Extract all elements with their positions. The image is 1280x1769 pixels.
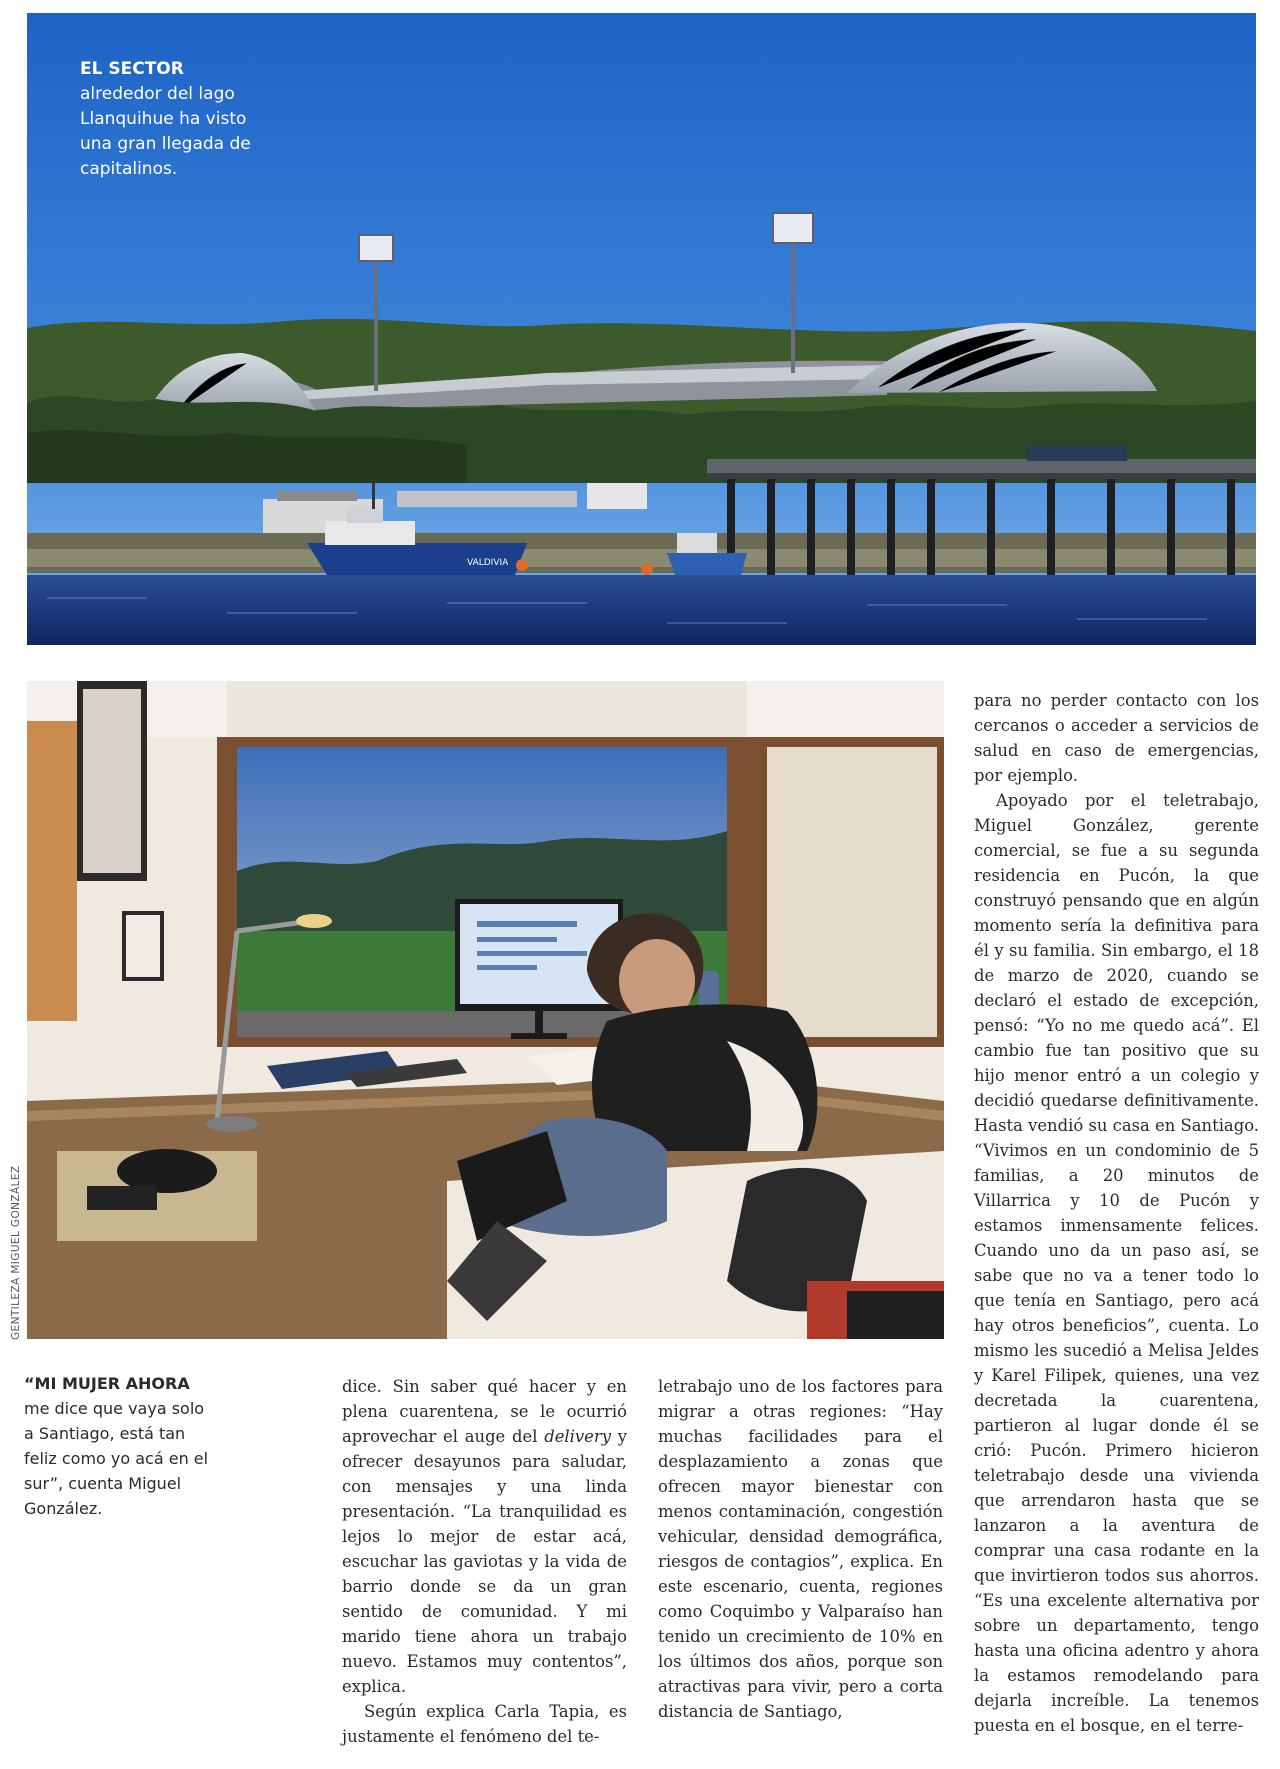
paragraph-text: dice. Sin saber qué hacer y en plena cuarentena, se le ocurrió aprovechar el auge del bbox=[342, 1377, 627, 1446]
article-column-1 bbox=[342, 1374, 627, 1749]
home-office-illustration bbox=[27, 681, 944, 1339]
delivery-emphasis: delivery bbox=[544, 1427, 611, 1446]
home-office-photo bbox=[27, 681, 944, 1339]
top-photo-caption bbox=[80, 57, 260, 182]
paragraph: letrabajo uno de los factores para migrar a otras regiones: “Hay muchas facilidades para el desplazamiento a zonas que ofrecen mayor bienestar con menos contaminación, congestión vehicular, densidad demográfica, riesgos de contagios”, explica. En este escenario, cuenta, regiones como Coquimbo y Valparaíso han tenido un crecimiento de 10% en los últimos dos años, porque son atractivas para vivir, pero a corta distancia de Santiago, bbox=[658, 1377, 943, 1721]
quote-caption-text: me dice que vaya solo a Santiago, está tan feliz como yo acá en el sur”, cuenta Miguel González. bbox=[24, 1399, 209, 1518]
paragraph: Según explica Carla Tapia, es justamente el fenómeno del te- bbox=[342, 1702, 627, 1746]
office-photo-caption bbox=[24, 1371, 214, 1521]
top-caption-lead: EL SECTOR bbox=[80, 59, 184, 79]
boat-name-label: VALDIVIA bbox=[467, 558, 509, 568]
photo-credit: GENTILEZA MIGUEL GONZÁLEZ bbox=[10, 1165, 22, 1340]
paragraph: para no perder contacto con los cercanos o acceder a servicios de salud en caso de emergencias, por ejemplo. bbox=[974, 691, 1259, 785]
article-column-2 bbox=[658, 1374, 943, 1724]
top-caption-text: alrededor del lago Llanquihue ha visto una gran llegada de capitalinos. bbox=[80, 84, 251, 179]
paragraph bbox=[342, 1374, 627, 1699]
article-column-3 bbox=[974, 688, 1259, 1738]
quote-caption-lead: “MI MUJER AHORA bbox=[24, 1374, 190, 1393]
paragraph-text: y ofrecer desayunos para saludar, con mensajes y una linda presentación. “La tranquilidad es lejos lo mejor de estar acá, escuchar las gaviotas y la vida de barrio donde se da un gran sentido de comunidad. Y mi marido tiene ahora un trabajo nuevo. Estamos muy contentos”, explica. bbox=[342, 1427, 627, 1696]
paragraph: Apoyado por el teletrabajo, Miguel González, gerente comercial, se fue a su segunda residencia en Pucón, la que construyó pensando que en algún momento sería la definitiva para él y su familia. Sin embargo, el 18 de marzo de 2020, cuando se declaró el estado de excepción, pensó: “Yo no me quedo acá”. El cambio fue tan positivo que su hijo menor entró a un colegio y decidió quedarse definitivamente. Hasta vendió su casa en Santiago. “Vivimos en un condominio de 5 familias, a 20 minutos de Villarrica y 10 de Pucón y estamos inmensamente felices. Cuando uno da un paso así, se sabe que no va a tener todo lo que tenía en Santiago, pero acá hay otros beneficios”, cuenta. Lo mismo les sucedió a Melisa Jeldes y Karel Filipek, quienes, una vez decretada la cuarentena, partieron al lugar donde él se crió: Pucón. Primero hicieron teletrabajo desde una vivienda que arrendaron hasta que se lanzaron a la aventura de comprar una casa rodante en la que invirtieron todos sus ahorros. “Es una excelente alternativa por sobre un departamento, tengo hasta una oficina adentro y ahora la estamos remodelando para dejarla increíble. La tenemos puesta en el bosque, en el terre- bbox=[974, 791, 1259, 1735]
